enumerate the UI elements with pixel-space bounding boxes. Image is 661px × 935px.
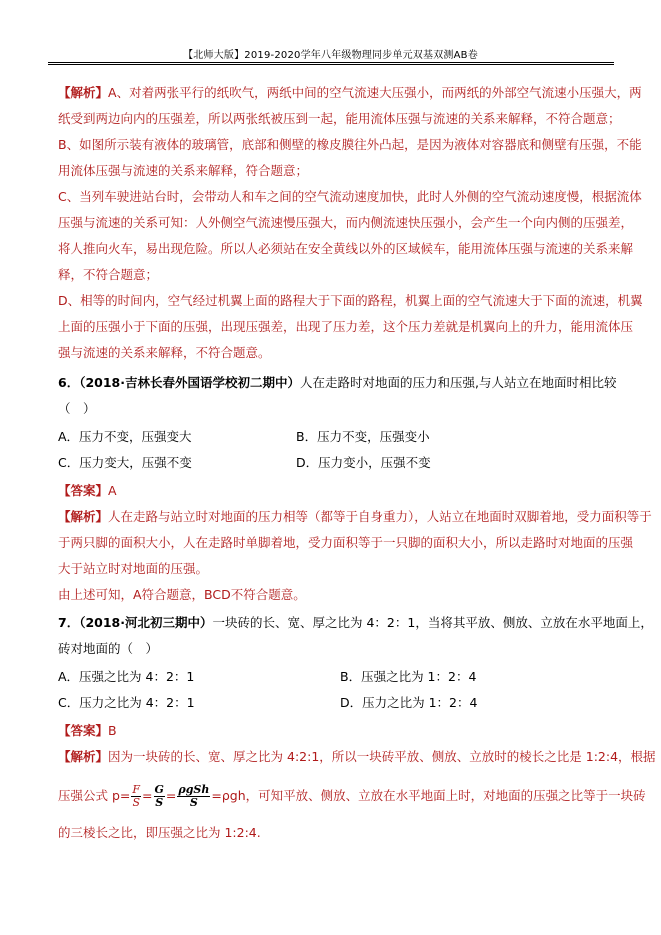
q7-analysis-line3: 的三棱长之比，即压强之比为 1:2:4.	[58, 825, 261, 840]
q6-analysis-line1: 人在走路与站立时对地面的压力相等（都等于自身重力），人站立在地面时双脚着地，受力面积等于	[108, 509, 652, 524]
q5-d-line2: 上面的压强小于下面的压强，出现压强差，出现了压力差，这个压力差就是机翼向上的升力，能用流体压	[58, 319, 634, 334]
q7-number: 7．	[58, 615, 80, 630]
q7-analysis-label: 【解析】	[58, 749, 109, 764]
q6-stem	[58, 370, 617, 422]
q6-option-a: A．压力不变，压强变大	[58, 429, 192, 444]
q6-analysis-line4: 由上述可知，A符合题意，BCD不符合题意。	[58, 587, 306, 602]
q6-analysis-line2: 于两只脚的面积大小，人在走路时单脚着地，受力面积等于一只脚的面积大小，所以走路时对地面的压强	[58, 535, 634, 550]
frac-den-s: S	[132, 796, 140, 809]
q6-analysis-label: 【解析】	[58, 509, 109, 524]
q7-answer: B	[108, 723, 117, 738]
q7-option-c: C．压力之比为 4：2：1	[58, 695, 195, 710]
frac-num-f: F	[132, 783, 141, 796]
fraction-rhogsh-over-s	[177, 784, 210, 809]
header-title: 2019-2020学年八年级物理同步单元双基双测AB卷	[244, 50, 478, 61]
q6-analysis-line3: 大于站立时对地面的压强。	[58, 561, 209, 576]
q5-analysis	[58, 80, 643, 366]
q6-source: （2018·吉林长春外国语学校初二期中）	[79, 375, 300, 390]
q5-c-line1: C、当列车驶进站台时，会带动人和车之间的空气流动速度加快，此时人外侧的空气流动速度慢，根据流体	[58, 189, 642, 204]
q5-b-line2: 用流体压强与流速的关系来解释，符合题意；	[58, 163, 309, 178]
q6-option-d: D．压力变小，压强不变	[296, 455, 431, 470]
q5-a-line1: A、对着两张平行的纸吹气，两纸中间的空气流速大压强小，而两纸的外部空气流速小压强大，两	[108, 85, 642, 100]
q5-b-line1: B、如图所示装有液体的玻璃管，底部和侧壁的橡皮膜往外凸起，是因为液体对容器底和侧壁有压强，不能	[58, 137, 642, 152]
q7-formula-line	[58, 776, 646, 816]
q6-option-c: C．压力变大，压强不变	[58, 455, 192, 470]
q7-option-b: B．压强之比为 1：2：4	[340, 669, 477, 684]
formula-suffix: =ρgh，可知平放、侧放、立放在水平地面上时，对地面的压强之比等于一块砖	[211, 788, 646, 803]
header-rule-thin	[48, 64, 614, 65]
q7-stem	[58, 610, 653, 662]
formula-prefix: 压强公式 p=	[58, 788, 131, 803]
q7-source: （2018·河北初三期中）	[79, 615, 213, 630]
q7-stem-text: 一块砖的长、宽、厚之比为 4：2：1，当将其平放、侧放、立放在水平地面上，	[212, 615, 653, 630]
frac-den-s2: S	[155, 796, 164, 809]
q5-c-line4: 释，不符合题意；	[58, 267, 159, 282]
analysis-label: 【解析】	[58, 85, 109, 100]
q6-stem-text: 人在走路时对地面的压力和压强,与人站立在地面时相比较	[300, 375, 617, 390]
header-rule	[48, 62, 614, 63]
q7-analysis-line1: 因为一块砖的长、宽、厚之比为 4:2:1，所以一块砖平放、侧放、立放时的棱长之比是 1:2:4，根据	[108, 749, 656, 764]
fraction-g-over-s	[154, 784, 165, 809]
q7-stem-text2: 砖对地面的（ ）	[58, 641, 159, 656]
fraction-f-over-s	[131, 784, 141, 809]
q5-a-line2: 纸受到两边向内的压强差，所以两张纸被压到一起，能用流体压强与流速的关系来解释，不符合题意；	[58, 111, 621, 126]
q7-analysis-tail	[58, 820, 608, 846]
q5-d-line3: 强与流速的关系来解释，不符合题意。	[58, 345, 271, 360]
q5-c-line2: 压强与流速的关系可知：人外侧空气流速慢压强大，而内侧流速快压强小，会产生一个向内侧的压强差，	[58, 215, 634, 230]
q6-blank: （ ）	[58, 401, 96, 416]
q7-answer-block	[58, 718, 656, 770]
header-brand: 【北师大版】	[183, 50, 245, 61]
frac-den-s3: S	[189, 796, 198, 809]
page-header	[0, 46, 661, 61]
equals-sign-2: =	[165, 788, 177, 803]
equals-sign: =	[142, 788, 153, 803]
q6-number: 6．	[58, 375, 80, 390]
q6-answer-block	[58, 478, 652, 608]
q7-option-d: D．压力之比为 1：2：4	[340, 695, 478, 710]
frac-num-rhogsh: ρgSh	[178, 783, 210, 796]
q6-answer-label: 【答案】	[58, 483, 109, 498]
frac-num-g: G	[154, 783, 164, 796]
q6-option-b: B．压力不变，压强变小	[296, 429, 430, 444]
q7-option-a: A．压强之比为 4：2：1	[58, 669, 195, 684]
q6-answer: A	[108, 483, 117, 498]
q5-c-line3: 将人推向火车，易出现危险。所以人必须站在安全黄线以外的区域候车，能用流体压强与流速的关系来解	[58, 241, 634, 256]
q7-answer-label: 【答案】	[58, 723, 109, 738]
q5-d-line1: D、相等的时间内，空气经过机翼上面的路程大于下面的路程，机翼上面的空气流速大于下面的流速，机翼	[58, 293, 643, 308]
